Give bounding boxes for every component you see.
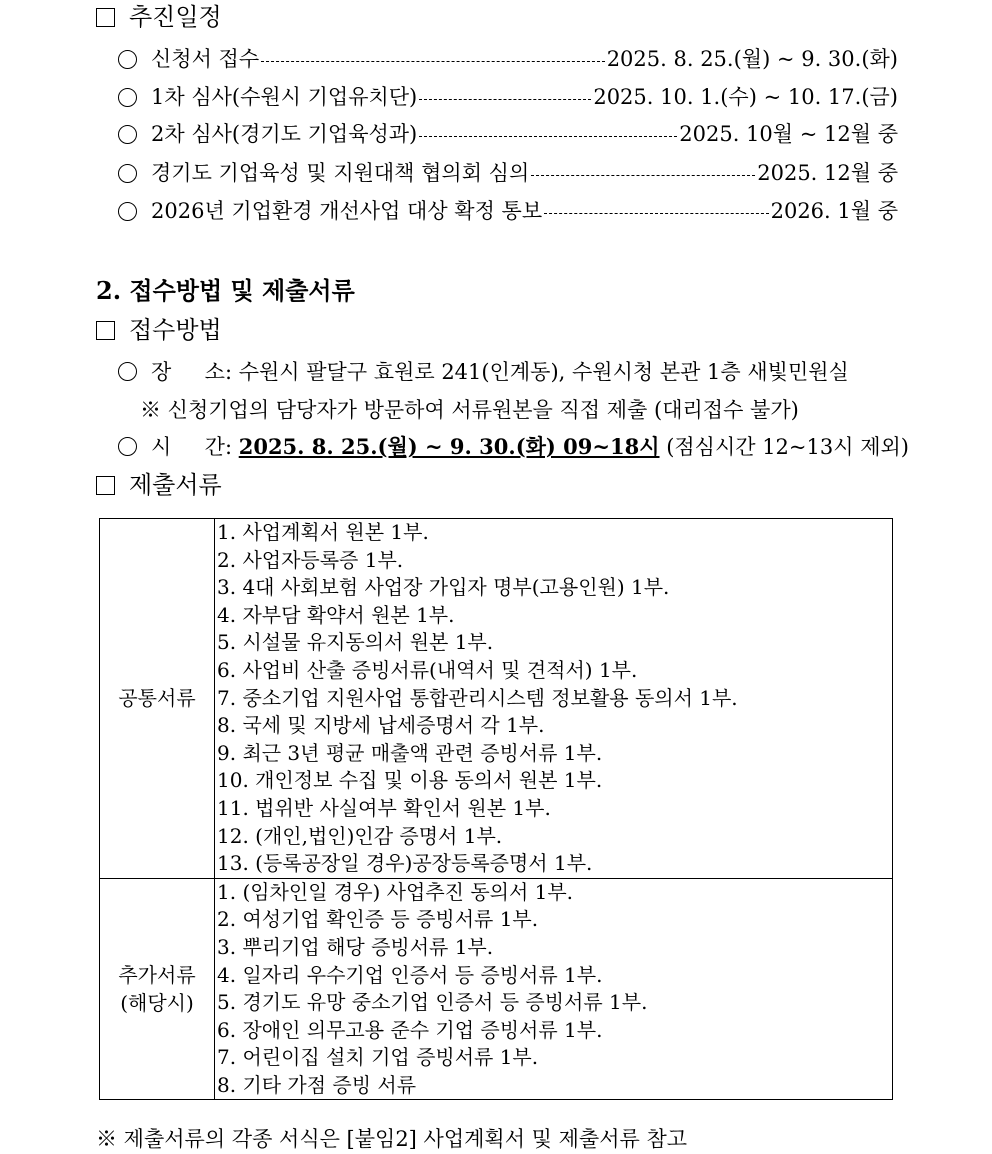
circle-bullet-icon	[118, 202, 137, 221]
list-item: 3. 4대 사회보험 사업장 가입자 명부(고용인원) 1부.	[217, 575, 670, 600]
dotted-leader	[419, 136, 677, 137]
common-items	[215, 519, 893, 879]
list-item: 4. 일자리 우수기업 인증서 등 증빙서류 1부.	[217, 962, 603, 987]
circle-bullet-icon	[118, 50, 137, 69]
dotted-leader	[544, 213, 768, 214]
list-item: 8. 기타 가점 증빙 서류	[217, 1072, 417, 1097]
square-bullet-icon	[96, 321, 115, 340]
category-common: 공통서류	[100, 519, 215, 879]
place-line: 장 소: 수원시 팔달구 효원로 241(인계동), 수원시청 본관 1층 새빛민원실	[118, 357, 849, 387]
list-item: 9. 최근 3년 평균 매출액 관련 증빙서류 1부.	[217, 740, 603, 765]
schedule-row: 신청서 접수 2025. 8. 25.(월) ~ 9. 30.(화)	[118, 44, 898, 74]
circle-bullet-icon	[118, 437, 137, 456]
table-row	[100, 878, 893, 1100]
dotted-leader	[419, 99, 591, 100]
circle-bullet-icon	[118, 164, 137, 183]
section-title: 2. 접수방법 및 제출서류	[96, 276, 355, 305]
list-item: 7. 어린이집 설치 기업 증빙서류 1부.	[217, 1045, 539, 1070]
list-item: 2. 여성기업 확인증 등 증빙서류 1부.	[217, 907, 539, 932]
visit-note: ※ 신청기업의 담당자가 방문하여 서류원본을 직접 제출 (대리접수 불가)	[140, 398, 799, 422]
schedule-row: 2차 심사(경기도 기업육성과) 2025. 10월 ~ 12월 중	[118, 119, 898, 149]
list-item: 4. 자부담 확약서 원본 1부.	[217, 602, 455, 627]
time-line: 시 간: 2025. 8. 25.(월) ~ 9. 30.(화) 09~18시 (점심시간 12~13시 제외)	[118, 432, 909, 462]
square-bullet-icon	[96, 8, 115, 27]
dotted-leader	[531, 175, 755, 176]
list-item: 7. 중소기업 지원사업 통합관리시스템 정보활용 동의서 1부.	[217, 685, 738, 710]
dotted-leader	[261, 61, 605, 62]
list-item: 6. 사업비 산출 증빙서류(내역서 및 견적서) 1부.	[217, 657, 638, 682]
schedule-row: 1차 심사(수원시 기업유치단) 2025. 10. 1.(수) ~ 10. 17.(금)	[118, 82, 898, 112]
circle-bullet-icon	[118, 88, 137, 107]
circle-bullet-icon	[118, 362, 137, 381]
documents-table	[99, 518, 893, 1100]
circle-bullet-icon	[118, 125, 137, 144]
bottom-note: ※ 제출서류의 각종 서식은 [붙임2] 사업계획서 및 제출서류 참고	[96, 1127, 688, 1151]
list-item: 6. 장애인 의무고용 준수 기업 증빙서류 1부.	[217, 1017, 603, 1042]
schedule-heading: 추진일정	[96, 2, 222, 32]
method-heading: 접수방법	[96, 315, 222, 345]
list-item: 1. 사업계획서 원본 1부.	[217, 520, 429, 544]
additional-items	[215, 878, 893, 1100]
list-item: 10. 개인정보 수집 및 이용 동의서 원본 1부.	[217, 768, 603, 793]
list-item: 5. 시설물 유지동의서 원본 1부.	[217, 630, 494, 655]
documents-heading: 제출서류	[96, 470, 222, 500]
list-item: 8. 국세 및 지방세 납세증명서 각 1부.	[217, 713, 545, 738]
table-row	[100, 519, 893, 879]
schedule-row: 2026년 기업환경 개선사업 대상 확정 통보 2026. 1월 중	[118, 196, 898, 226]
list-item: 12. (개인,법인)인감 증명서 1부.	[217, 823, 503, 848]
square-bullet-icon	[96, 476, 115, 495]
list-item: 5. 경기도 유망 중소기업 인증서 등 증빙서류 1부.	[217, 990, 648, 1015]
list-item: 2. 사업자등록증 1부.	[217, 547, 404, 572]
list-item: 11. 법위반 사실여부 확인서 원본 1부.	[217, 795, 551, 820]
list-item: 3. 뿌리기업 해당 증빙서류 1부.	[217, 934, 494, 959]
schedule-row: 경기도 기업육성 및 지원대책 협의회 심의 2025. 12월 중	[118, 158, 898, 188]
category-additional: 추가서류 (해당시)	[100, 878, 215, 1100]
list-item: 13. (등록공장일 경우)공장등록증명서 1부.	[217, 851, 593, 876]
list-item: 1. (임차인일 경우) 사업추진 동의서 1부.	[217, 879, 574, 904]
